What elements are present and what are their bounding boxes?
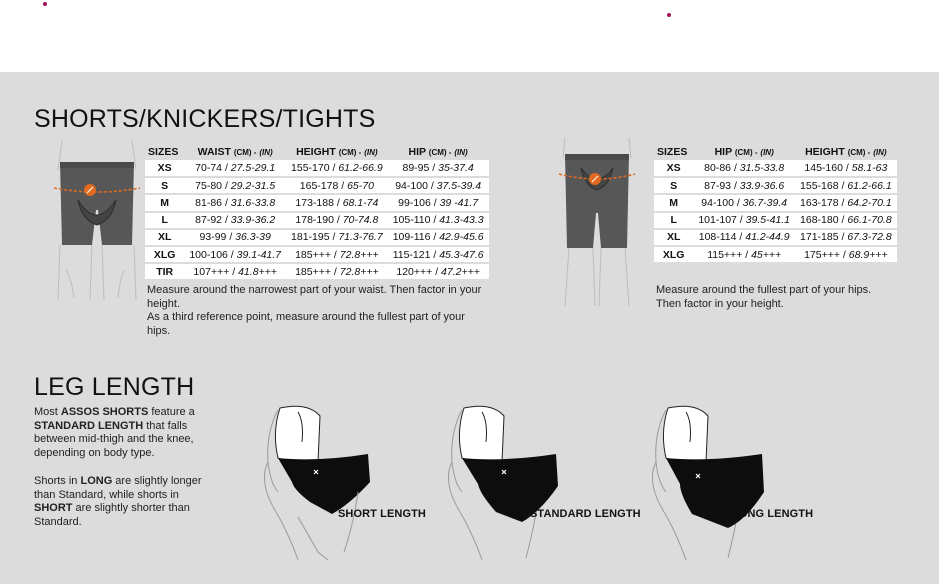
size-table-shorts [145, 143, 489, 281]
size-cell: L [145, 212, 184, 229]
height-cell: 178-190 / 70-74.8 [286, 212, 388, 229]
table-row [654, 177, 897, 194]
accent-dot [43, 2, 47, 6]
cyclist-standard-figure [442, 402, 572, 562]
table-row [145, 160, 489, 177]
size-cell: M [654, 194, 693, 211]
label-long-length: LONG LENGTH [732, 508, 814, 520]
size-cell: XL [145, 229, 184, 246]
hip-cell: 108-114 / 41.2-44.9 [693, 229, 795, 246]
waist-cell: 70-74 / 27.5-29.1 [184, 160, 286, 177]
table-row [145, 263, 489, 280]
hip-cell: 109-116 / 42.9-45.6 [388, 229, 489, 246]
hip-cell: 101-107 / 39.5-41.1 [693, 212, 795, 229]
accent-dot [667, 13, 671, 17]
col-height: HEIGHT (CM) - (IN) [805, 145, 887, 158]
measure-note-hip: Measure around the fullest part of your hips. Then factor in your height. [656, 284, 872, 310]
measure-note-waist: Measure around the narrowest part of your waist. Then factor in your height. As a third reference point, measure around the fullest part of your hips. [147, 284, 482, 337]
col-hip: HIP (CM) - (IN) [714, 145, 774, 158]
hip-cell: 87-93 / 33.9-36.6 [693, 177, 795, 194]
waist-cell: 107+++ / 41.8+++ [184, 263, 286, 280]
height-cell: 145-160 / 58.1-63 [795, 160, 897, 177]
hip-cell: 105-110 / 41.3-43.3 [388, 212, 489, 229]
hip-cell: 94-100 / 37.5-39.4 [388, 177, 489, 194]
waist-cell: 87-92 / 33.9-36.2 [184, 212, 286, 229]
hip-cell: 80-86 / 31.5-33.8 [693, 160, 795, 177]
section-title-leg-length: LEG LENGTH [34, 373, 195, 401]
height-cell: 163-178 / 64.2-70.1 [795, 194, 897, 211]
height-cell: 185+++ / 72.8+++ [286, 246, 388, 263]
height-cell: 175+++ / 68.9+++ [795, 246, 897, 263]
size-cell: XS [145, 160, 184, 177]
height-cell: 181-195 / 71.3-76.7 [286, 229, 388, 246]
height-cell: 173-188 / 68.1-74 [286, 194, 388, 211]
col-waist: WAIST (CM) - (IN) [197, 145, 273, 158]
height-cell: 155-168 / 61.2-66.1 [795, 177, 897, 194]
table-row [654, 160, 897, 177]
table-row [145, 246, 489, 263]
waist-cell: 100-106 / 39.1-41.7 [184, 246, 286, 263]
height-cell: 185+++ / 72.8+++ [286, 263, 388, 280]
section-title-shorts: SHORTS/KNICKERS/TIGHTS [34, 105, 376, 133]
hip-cell: 115+++ / 45+++ [693, 246, 795, 263]
hip-cell: 115-121 / 45.3-47.6 [388, 246, 489, 263]
table-row [145, 177, 489, 194]
size-cell: TIR [145, 263, 184, 280]
table-header-row [654, 143, 897, 160]
size-cell: XL [654, 229, 693, 246]
height-cell: 155-170 / 61.2-66.9 [286, 160, 388, 177]
height-cell: 171-185 / 67.3-72.8 [795, 229, 897, 246]
col-sizes: SIZES [148, 145, 179, 158]
size-cell: S [145, 177, 184, 194]
cyclist-short-figure [258, 402, 388, 562]
table-row [654, 229, 897, 246]
size-cell: S [654, 177, 693, 194]
table-row [145, 212, 489, 229]
hip-cell: 99-106 / 39 -41.7 [388, 194, 489, 211]
size-cell: XS [654, 160, 693, 177]
size-table-hip [654, 143, 897, 264]
table-header-row [145, 143, 489, 160]
table-row [654, 194, 897, 211]
shorts-waist-figure [52, 140, 142, 300]
hip-cell: 120+++ / 47.2+++ [388, 263, 489, 280]
table-row [654, 212, 897, 229]
size-cell: L [654, 212, 693, 229]
size-cell: XLG [145, 246, 184, 263]
waist-cell: 93-99 / 36.3-39 [184, 229, 286, 246]
col-height: HEIGHT (CM) - (IN) [296, 145, 378, 158]
table-row [145, 229, 489, 246]
leg-length-intro: Most ASSOS SHORTS feature a STANDARD LENGTH that falls between mid-thigh and the knee, depending on body type. [34, 406, 195, 459]
size-cell: M [145, 194, 184, 211]
cyclist-long-figure [646, 402, 776, 562]
col-hip: HIP (CM) - (IN) [408, 145, 468, 158]
height-cell: 165-178 / 65-70 [286, 177, 388, 194]
hip-cell: 89-95 / 35-37.4 [388, 160, 489, 177]
table-row [654, 246, 897, 263]
label-short-length: SHORT LENGTH [338, 508, 426, 520]
label-standard-length: STANDARD LENGTH [530, 508, 641, 520]
height-cell: 168-180 / 66.1-70.8 [795, 212, 897, 229]
hip-cell: 94-100 / 36.7-39.4 [693, 194, 795, 211]
shorts-hip-figure [557, 138, 637, 308]
size-cell: XLG [654, 246, 693, 263]
table-row [145, 194, 489, 211]
waist-cell: 81-86 / 31.6-33.8 [184, 194, 286, 211]
col-sizes: SIZES [657, 145, 688, 158]
waist-cell: 75-80 / 29.2-31.5 [184, 177, 286, 194]
leg-length-detail: Shorts in LONG are slightly longer than Standard, while shorts in SHORT are slightly shorter than Standard. [34, 475, 202, 528]
